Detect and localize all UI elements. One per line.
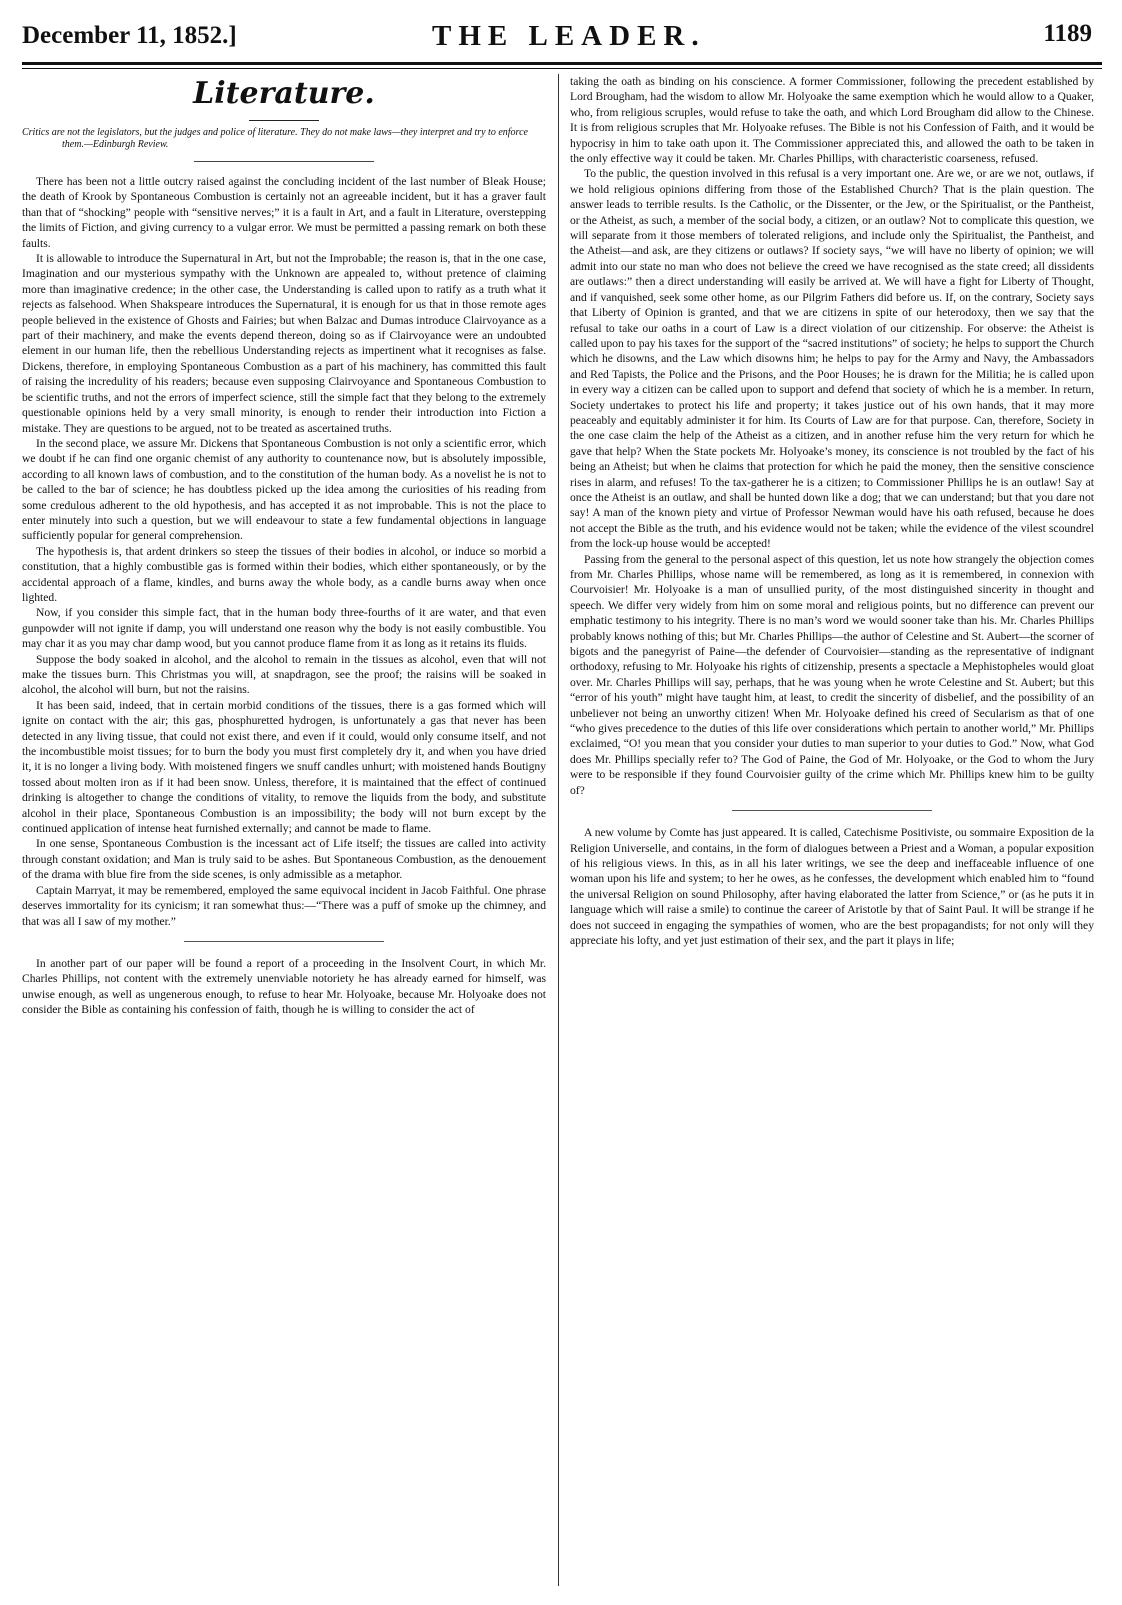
newspaper-page — [22, 18, 1102, 1588]
masthead-rule — [22, 62, 1102, 65]
paragraph: In another part of our paper will be found a report of a proceeding in the Insolvent Court, in which Mr. Charles Phillips, not content with the extremely unenviable notoriety he has already earned for himself, was unwise enough, as well as ungenerous enough, to refuse to hear Mr. Holyoake, because Mr. Holyoake does not consider the Bible as containing his confession of faith, though he is willing to consider the act of — [22, 956, 546, 1017]
epigraph-rule — [194, 161, 374, 162]
masthead — [22, 18, 1102, 58]
title-rule — [249, 120, 319, 121]
paragraph: Captain Marryat, it may be remembered, employed the same equivocal incident in Jacob Faithful. One phrase deserves immortality for its cynicism; it ran somewhat thus:—“There was a puff of smoke up the chimney, and that was all I saw of my mother.” — [22, 883, 546, 928]
paragraph: The hypothesis is, that ardent drinkers so steep the tissues of their bodies in alcohol, or induce so morbid a constitution, that a highly combustible gas is formed within their bodies, which either spontaneously, or by the accidental approach of a flame, kindles, and burns away the whole body, as a candle burns away when once lighted. — [22, 544, 546, 604]
paragraph: In one sense, Spontaneous Combustion is the incessant act of Life itself; the tissues are called into activity through constant oxidation; and Man is truly said to be ashes. But Spontaneous Combustion, as the denouement of the drama with blue fire from the side scenes, is only admissible as a metaphor. — [22, 837, 546, 882]
section-title: Literature. — [193, 76, 375, 111]
article-separator — [732, 810, 932, 811]
left-column — [22, 74, 546, 1018]
epigraph: Critics are not the legislators, but the judges and police of literature. They do not make laws—they interpret and try to enforce them.—Edinburgh Review. — [22, 127, 528, 150]
issue-date: December 11, 1852.] — [22, 22, 237, 49]
paragraph: To the public, the question involved in this refusal is a very important one. Are we, or are we not, outlaws, if we hold religious opinions differing from those of the Established Church? That is the plain question. The answer leads to terrible results. Is the Catholic, or the Dissenter, or the Jew, or the Spiritualist, or the Pantheist, or the Atheist, as such, a member of the social body, a citizen, or an outlaw? Not to complicate this question, we will separate from it those members of tolerated religions, and include only the Spiritualist, the Pantheist, and the Atheist—and ask, are they citizens or outlaws? If society says, “we will have no liberty of opinion; we will admit into our state no man who does not believe the creed we have recognised as the state creed; all dissidents are outlaws:” then a direct understanding will easily be arrived at. We will have a fight for Liberty of Thought, and if vanquished, seek some other home, as our Pilgrim Fathers did before us. If, on the contrary, Society says that Liberty of Opinion is granted, and that we are citizens in spite of our heterodoxy, then we say that the refusal to take our oaths in a court of Law is a direct violation of our citizenship. For observe: the Atheist is called upon to pay his taxes for the support of the “sacred institutions” of society; he helps to support the Church which he disowns, and the Law which disowns him; he helps to pay for the Army and Navy, the Ambassadors and Red Tapists, the Police and the Prisons, and the Poor Houses; he is drawn for the Militia; he is called upon in every way a citizen can be called upon to support and defend that society of which he is a member. In return, Society undertakes to protect his life and property; it takes justice out of his own hands, that it may more peaceably and equitably administer it for him. Its Courts of Law are for that purpose. Can, therefore, Society in the one case claim the help of the Atheist as a citizen, and in another refuse him the very return for which he gave that help? When the State pockets Mr. Holyoake’s money, its conscience is not troubled by the fact of his being an Atheist; but when he claims that protection for which he paid the money, then the sensitive conscience rises in alarm, and refuses! To the tax-gatherer he is a citizen; to Commissioner Phillips he is an outlaw! Say at once the Atheist is an outlaw, and shall be hunted down like a dog; that we can understand; but that you dare not say! A man of the known piety and virtue of Professor Newman would have his oath refused, because he does not accept the Bible as the truth, and his evidence would not be taken; while the evidence of the vilest scoundrel from the lock-up house would be accepted! — [570, 167, 1094, 551]
paragraph: Passing from the general to the personal aspect of this question, let us note how strangely the objection comes from Mr. Charles Phillips, whose name will be remembered, as long as it is remembered, in connexion with Courvoisier! Mr. Holyoake is a man of unsullied purity, of the most distinguished sincerity in thought and speech. We differ very widely from him on some moral and religious points, but no difference can prevent our emphatic testimony to his integrity. There is no man’s word we would sooner take than his. Mr. Charles Phillips probably knows nothing of this; but Mr. Charles Phillips—the author of Celestine and St. Aubert—the scorner of bigots and the panegyrist of Paine—the defender of Courvoisier—standing as the representative of indignant orthodoxy, refusing to Mr. Holyoake his rights of citizenship, presents a spectacle a Mephistopheles would gloat over. Mr. Charles Phillips will say, perhaps, that he was young when he wrote Celestine and St. Aubert; but this “error of his youth” might have taught him, at least, to credit the sincerity of disbelief, and the possibility of an unbeliever not being an unworthy citizen! When Mr. Holyoake defined his creed of Secularism as that of one “who gives precedence to the duties of this life over considerations which pertain to another world,” Mr. Phillips exclaimed, “O! you mean that you consider your duties to man superior to your duties to God.” Now, what God does Mr. Phillips specially refer to? The God of Paine, the God of Mr. Holyoake, or the God to whom the Jury were to be responsible if they found Courvoisier guilty of the crime which Mr. Phillips knew him to be guilty of? — [570, 552, 1094, 797]
paragraph: There has been not a little outcry raised against the concluding incident of the last number of Bleak House; the death of Krook by Spontaneous Combustion is certainly not an agreeable incident, but it has a graver fault than that of “shocking” people with “sensitive nerves;” it is a fault in Art, and a fault in Literature, overstepping the limits of Fiction, and giving currency to a vulgar error. We must be permitted a passing remark on both these faults. — [22, 175, 546, 250]
paragraph: Now, if you consider this simple fact, that in the human body three-fourths of it are water, and that even gunpowder will not ignite if damp, you will understand one reason why the body is not easily combustible. You may char it as you may char damp wood, but you cannot produce flame from it as long as it retains its fluids. — [22, 606, 546, 651]
paragraph: It has been said, indeed, that in certain morbid conditions of the tissues, there is a gas formed which will ignite on contact with the air; this gas, phosphuretted hydrogen, is unfortunately a gas that never has been detected in any living tissue, that could not exist there, and even if it could, would only consume itself, and not the incombustible moist tissues; for to burn the body you must first completely dry it, and when you have dried it, it is no longer a living body. With moistened fingers we snuff candles unhurt; with moistened hands Boutigny tossed about molten iron as if it had been snow. Unless, therefore, it is maintained that the effect of continued drinking is altogether to change the conditions of vitality, to remove the liquids from the body, and substitute alcohol in their place, Spontaneous Combustion is an impossibility; the body will not burn except by the continued application of intense heat furnished externally; and cannot be made to flame. — [22, 698, 546, 836]
page-number: 1189 — [1043, 20, 1092, 47]
right-column — [570, 74, 1094, 948]
paragraph: It is allowable to introduce the Supernatural in Art, but not the Improbable; the reason is, that in the one case, Imagination and our mysterious sympathy with the Unknown are appealed to, without pretence of claiming more than imaginative credence; in the other case, the Understanding is called upon to ratify as a truth what it rejects as falsehood. When Shakspeare introduces the Supernatural, it is enough for us that in those remote ages people believed in the existence of Ghosts and Fairies; but when Balzac and Dumas introduce Clairvoyance as a part of their machinery, and make the events depend thereon, doing so as if Clairvoyance were an undoubted element in our human life, then the rebellious Understanding rejects as impertinent what it recognises as false. Dickens, therefore, in employing Spontaneous Combustion as a part of his machinery, has committed this fault of raising the incredulity of his readers; because even supposing Clairvoyance and Spontaneous Combustion to be scientific truths, and not the errors of imperfect science, still the simple fact that they belong to the extremely questionable opinions held by a very small minority, is enough to render their introduction into Fiction a mistake. They are questions to be argued, not to be treated as ascertained truths. — [22, 252, 546, 435]
article-separator — [184, 941, 384, 942]
paragraph: In the second place, we assure Mr. Dickens that Spontaneous Combustion is not only a scientific error, which we doubt if he can find one organic chemist of any authority to countenance now, but is absolutely impossible, according to all known laws of combustion, and to the constitution of the human body. As a novelist he is not to be called to the bar of science; he has doubtless picked up the idea among the curiosities of his reading from some credulous adherent to the old hypothesis, and has accepted it as not improbable. This is not the place to enter minutely into such a question, but we will endeavour to state a few fundamental objections in language sufficiently popular for general comprehension. — [22, 436, 546, 543]
paragraph: Suppose the body soaked in alcohol, and the alcohol to remain in the tissues as alcohol, even that will not make the tissues burn. This Christmas you will, at snapdragon, see the proof; the raisins will be soaked in alcohol, the alcohol will burn, but not the raisins. — [22, 652, 546, 697]
paragraph: taking the oath as binding on his conscience. A former Commissioner, following the precedent established by Lord Brougham, had the wisdom to allow Mr. Holyoake the same exemption which he would allow to a Quaker, who, from religious scruples, would refuse to take the oath, and which Lord Brougham did allow to the Chinese. It is from religious scruples that Mr. Holyoake refuses. The Bible is not his Confession of Faith, and it would be hypocrisy in him to take oath upon it. The Commissioner appreciated this, and allowed the oath to be taken in the only effective way it could be taken. Mr. Charles Phillips, with characteristic coarseness, refused. — [570, 75, 1094, 166]
masthead-rule-thin — [22, 68, 1102, 69]
paragraph: A new volume by Comte has just appeared. It is called, Catechisme Positiviste, ou sommaire Exposition de la Religion Universelle, and contains, in the form of dialogues between a Priest and a Woman, a popular exposition of his religious views. In this, as in all his later writings, we see the deep and ineffaceable influence of one woman upon his life and system; to her he owes, as he confesses, the development which enabled him to “found the universal Religion on sound Philosophy, after having elaborated the latter from Science,” or (as he puts it in language which will raise a smile) to continue the career of Aristotle by that of Saint Paul. It will be strange if he does not succeed in engaging the sympathies of women, who are the best propagandists; for not only will they appreciate his lofty, and yet just estimation of their sex, and the part it plays in life; — [570, 826, 1094, 947]
column-divider — [558, 74, 559, 1586]
newspaper-title: THE LEADER. — [432, 20, 706, 52]
